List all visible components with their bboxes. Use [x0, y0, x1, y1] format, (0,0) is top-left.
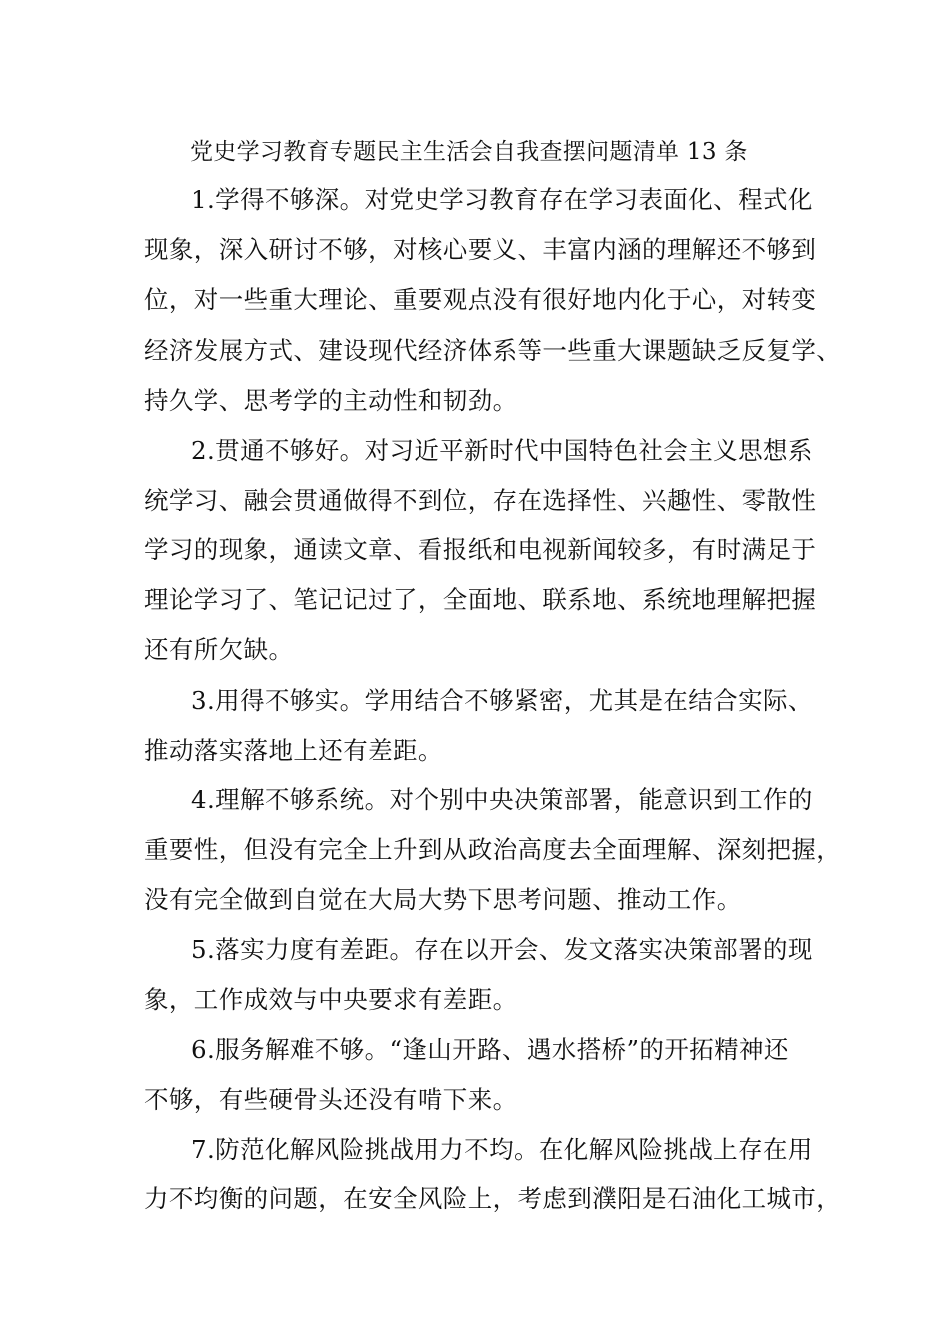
text-line: 统学习、融会贯通做得不到位，存在选择性、兴趣性、零散性 — [144, 486, 817, 515]
text-line: 1.学得不够深。对党史学习教育存在学习表面化、程式化 — [191, 185, 813, 214]
document-title: 党史学习教育专题民主生活会自我查摆问题清单 13 条 — [190, 139, 748, 165]
text-line: 持久学、思考学的主动性和韧劲。 — [144, 386, 518, 415]
text-line: 不够，有些硬骨头还没有啃下来。 — [144, 1085, 518, 1114]
text-line: 学习的现象，通读文章、看报纸和电视新闻较多，有时满足于 — [144, 535, 817, 564]
text-line: 理论学习了、笔记记过了，全面地、联系地、系统地理解把握 — [144, 585, 817, 614]
text-line: 现象，深入研讨不够，对核心要义、丰富内涵的理解还不够到 — [144, 235, 817, 264]
text-line: 还有所欠缺。 — [144, 635, 294, 664]
text-line: 5.落实力度有差距。存在以开会、发文落实决策部署的现 — [191, 935, 813, 964]
text-line: 重要性，但没有完全上升到从政治高度去全面理解、深刻把握， — [144, 835, 842, 864]
text-line: 象，工作成效与中央要求有差距。 — [144, 985, 518, 1014]
text-line: 3.用得不够实。学用结合不够紧密，尤其是在结合实际、 — [191, 686, 813, 715]
text-line: 7.防范化解风险挑战用力不均。在化解风险挑战上存在用 — [191, 1135, 813, 1164]
text-line: 推动落实落地上还有差距。 — [144, 736, 443, 765]
text-line: 没有完全做到自觉在大局大势下思考问题、推动工作。 — [144, 885, 742, 914]
text-line: 位，对一些重大理论、重要观点没有很好地内化于心，对转变 — [144, 285, 817, 314]
text-line: 力不均衡的问题，在安全风险上，考虑到濮阳是石油化工城市， — [144, 1184, 842, 1213]
text-line: 6.服务解难不够。“逢山开路、遇水搭桥”的开拓精神还 — [191, 1035, 789, 1064]
text-line: 4.理解不够系统。对个别中央决策部署，能意识到工作的 — [191, 785, 813, 814]
text-line: 经济发展方式、建设现代经济体系等一些重大课题缺乏反复学、 — [144, 336, 842, 365]
text-line: 2.贯通不够好。对习近平新时代中国特色社会主义思想系 — [191, 436, 813, 465]
